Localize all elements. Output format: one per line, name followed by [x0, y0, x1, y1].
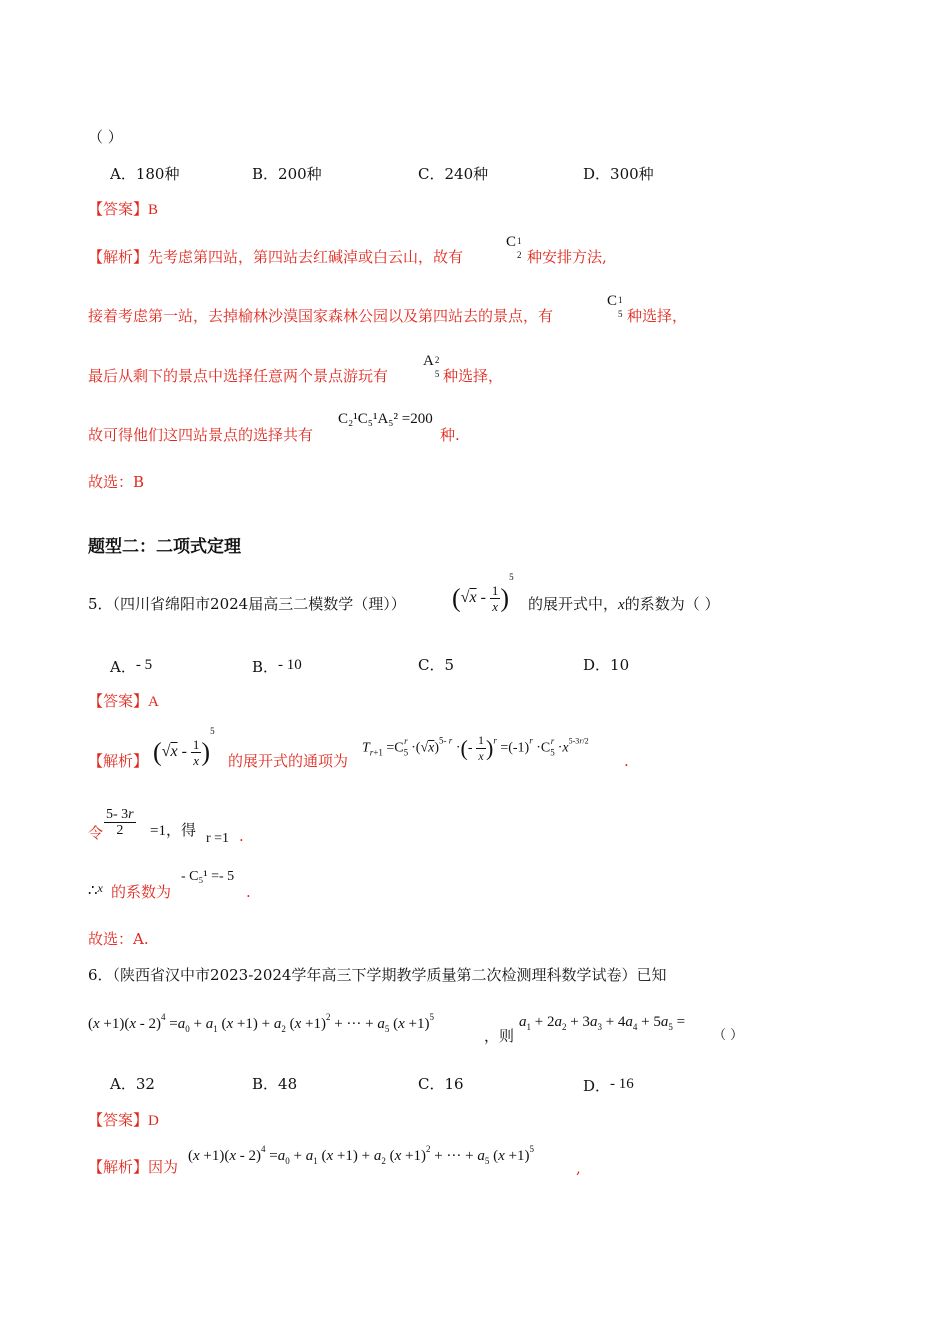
q5-pick: 故选：A. — [88, 930, 149, 948]
q5-number: 5． — [88, 595, 113, 613]
q5-analysis — [88, 751, 148, 771]
q5-analysis-text: 的展开式的通项为 — [228, 752, 349, 770]
q4-answer — [88, 199, 158, 220]
q4-analysis-line4-tail: 种. — [440, 426, 460, 444]
q5-x: x — [618, 597, 625, 613]
q6-option-c: C．16 — [418, 1075, 464, 1093]
q5-general-term: $T_{r+1} =C_5^r \cdot(√x)^{5- r}$ ·(- $\frac{1}{x}$ )$^r =(-1)^r \cdot C_5^r \cdot x^{5-3r/2}$ — [362, 733, 589, 763]
q6-analysis — [88, 1157, 178, 1177]
option-label: B． — [252, 658, 279, 676]
q5-let-fraction: $\frac{5- 3r}{2}$ — [106, 807, 134, 838]
q5-let-period: . — [239, 827, 244, 845]
q4-option-d: D．300种 — [583, 165, 654, 183]
q5-stem-text: 的展开式中， — [528, 595, 619, 613]
q4-analysis-line1-tail: 种安排方法, — [527, 248, 607, 266]
x-var: x — [97, 881, 103, 895]
analysis-label: 【解析】 — [88, 248, 149, 266]
q4-analysis-line3: 最后从剩下的景点中选择任意两个景点游玩有 — [88, 367, 389, 385]
q5-let-eq — [150, 820, 196, 841]
math-sub: 2 — [517, 250, 522, 260]
answer-value: A — [148, 694, 159, 710]
q4-option-a: A．180种 — [110, 165, 180, 183]
q5-period: . — [624, 752, 629, 770]
q6-target-expr: $a_1 + 2a_2 + 3a_3 + 4a_4 + 5a_5$ = — [519, 1014, 686, 1032]
q5-therefore — [88, 878, 103, 901]
q5-stem-text-b: 的系数为（ ） — [624, 595, 720, 613]
q4-analysis-line2: 接着考虑第一站，去掉榆林沙漠国家森林公园以及第四站去的景点，有 — [88, 307, 554, 325]
math-sub: 5 — [618, 309, 623, 319]
q6-paren: （ ） — [713, 1028, 744, 1043]
option-value: - 5 — [135, 657, 153, 673]
q5-analysis-expression: (√x - $\frac{1}{x}$ )$^5$ — [153, 726, 215, 769]
q5-let: 令 — [88, 824, 104, 842]
q4-analysis-line1 — [88, 247, 463, 267]
q4-analysis-line2-tail: 种选择， — [627, 307, 688, 325]
option-value: - 10 — [278, 657, 302, 673]
math-symbol: A — [423, 353, 434, 369]
answer-value: D — [148, 1113, 159, 1129]
q5-stem-tail — [528, 594, 719, 615]
q6-source: （陕西省汉中市2023-2024学年高三下学期教学质量第二次检测理科数学试卷）已知 — [112, 966, 667, 984]
q4-option-b: B．200种 — [252, 165, 322, 183]
analysis-text: 因为 — [148, 1158, 179, 1176]
q5-option-c: C．5 — [418, 656, 455, 674]
q6-answer — [88, 1110, 159, 1131]
q5-option-b — [252, 655, 302, 677]
analysis-label: 【解析】 — [88, 1158, 149, 1176]
math-sup: 1 — [517, 236, 522, 246]
q6-analysis-identity: $(x +1)(x - 2)^4 =a_0 + a_1$ $(x +1) + a_2$ $(x +1)^2$ + ··· + $a_5$ $(x +1)^5$ — [188, 1144, 535, 1166]
q5-coef-text: 的系数为 — [111, 883, 172, 901]
q6-stem — [88, 965, 666, 985]
section-title: 题型二：二项式定理 — [88, 537, 241, 557]
q4-math-total: C₂¹C₅¹A₅² =200 — [338, 411, 433, 427]
math-symbol: C — [607, 293, 618, 309]
answer-label: 【答案】 — [88, 692, 149, 710]
q4-paren: （ ） — [88, 128, 123, 146]
option-value: - 16 — [610, 1076, 634, 1092]
q6-analysis-comma: , — [576, 1159, 581, 1177]
q5-expression: (√x - $\frac{1}{x}$ )$^5$ — [452, 572, 514, 615]
q6-then: ，则 — [484, 1027, 515, 1045]
q4-math-c51 — [607, 293, 625, 319]
option-label: D． — [583, 1077, 611, 1095]
analysis-text: 先考虑第四站，第四站去红碱淖或白云山，故有 — [148, 248, 464, 266]
q4-math-c21 — [506, 234, 524, 260]
q5-coef-expr: - C₅¹ =- 5 — [181, 869, 235, 884]
let-eq-text: =1，得 — [150, 823, 196, 839]
q4-option-c: C．240种 — [418, 165, 489, 183]
answer-label: 【答案】 — [88, 1111, 149, 1129]
q4-pick: 故选：B — [88, 473, 145, 491]
q6-identity: $(x +1)(x - 2)^4 =a_0 + a_1$ $(x +1) + a_2$ $(x +1)^2$ + ··· + $a_5$ $(x +1)^5$ — [88, 1012, 435, 1034]
q6-number: 6． — [88, 966, 113, 984]
math-sub: 5 — [434, 369, 440, 379]
q6-option-b: B．48 — [252, 1075, 298, 1093]
q5-let-r: r =1 — [206, 831, 230, 846]
option-label: A． — [110, 658, 136, 676]
q6-option-a: A．32 — [110, 1075, 155, 1093]
q5-option-a — [110, 655, 152, 677]
q5-coef-period: . — [246, 883, 251, 901]
q5-stem — [88, 594, 406, 614]
analysis-label: 【解析】 — [88, 752, 149, 770]
q4-math-a52 — [423, 353, 442, 379]
math-sup: 1 — [618, 295, 623, 305]
q5-answer — [88, 691, 159, 712]
q5-source: （四川省绵阳市2024届高三二模数学（理）） — [112, 595, 406, 613]
q4-analysis-line3-tail: 种选择， — [443, 367, 504, 385]
q5-option-d: D．10 — [583, 656, 630, 674]
math-symbol: C — [506, 234, 517, 250]
math-sup: 2 — [434, 355, 440, 365]
answer-label: 【答案】 — [88, 200, 149, 218]
q4-analysis-line4: 故可得他们这四站景点的选择共有 — [88, 426, 314, 444]
therefore-symbol: ∴ — [88, 883, 98, 899]
answer-value: B — [148, 202, 159, 218]
q6-option-d — [583, 1074, 634, 1096]
